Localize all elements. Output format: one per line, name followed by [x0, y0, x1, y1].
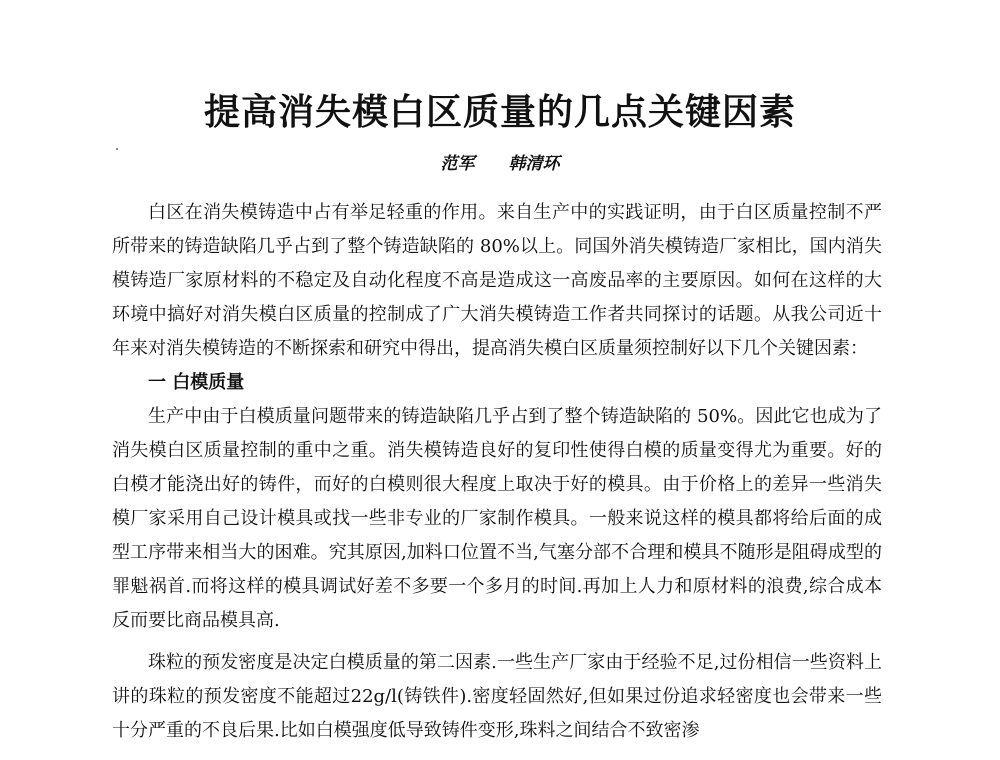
author-name: 韩清环 — [508, 154, 560, 174]
body-paragraph: 珠粒的预发密度是决定白模质量的第二因素.一些生产厂家由于经验不足,过份相信一些资料上讲的珠粒的预发密度不能超过22g/l(铸铁件).密度轻固然好,但如果过份追求轻密度也会带来一些十分严重的不良后果.比如白模强度低导致铸件变形,珠料之间结合不致密渗 — [112, 652, 882, 741]
section-heading: 一 白模质量 — [148, 372, 245, 393]
scan-speck — [116, 148, 118, 150]
article-title: 提高消失模白区质量的几点关键因素 — [203, 91, 796, 133]
article-body — [112, 196, 882, 748]
body-paragraph: 生产中由于白模质量问题带来的铸造缺陷几乎占到了整个铸造缺陷的 50%。因此它也成为了消失模白区质量控制的重中之重。消失模铸造良好的复印性使得白模的质量变得尤为重要。好的白模才能浇出好的铸件，而好的白模则很大程度上取决于好的模具。由于价格上的差异一些消失模厂家采用自己设计模具或找一些非专业的厂家制作模具。一般来说这样的模具都将给后面的成型工序带来相当大的困难。究其原因,加料口位置不当,气塞分部不合理和模具不随形是阻碍成型的罪魁祸首.而将这样的模具调试好差不多要一个多月的时间.再加上人力和原材料的浪费,综合成本反而要比商品模具高. — [112, 406, 882, 631]
author-name: 范军 — [440, 154, 475, 174]
author-line — [0, 152, 1000, 176]
body-paragraph: 白区在消失模铸造中占有举足轻重的作用。来自生产中的实践证明，由于白区质量控制不严所带来的铸造缺陷几乎占到了整个铸造缺陷的 80%以上。同国外消失模铸造厂家相比，国内消失模铸造厂家原材料的不稳定及自动化程度不高是造成这一高废品率的主要原因。如何在这样的大环境中搞好对消失模白区质量的控制成了广大消失模铸造工作者共同探讨的话题。从我公司近十年来对消失模铸造的不断探索和研究中得出，提高消失模白区质量须控制好以下几个关键因素： — [112, 202, 882, 359]
